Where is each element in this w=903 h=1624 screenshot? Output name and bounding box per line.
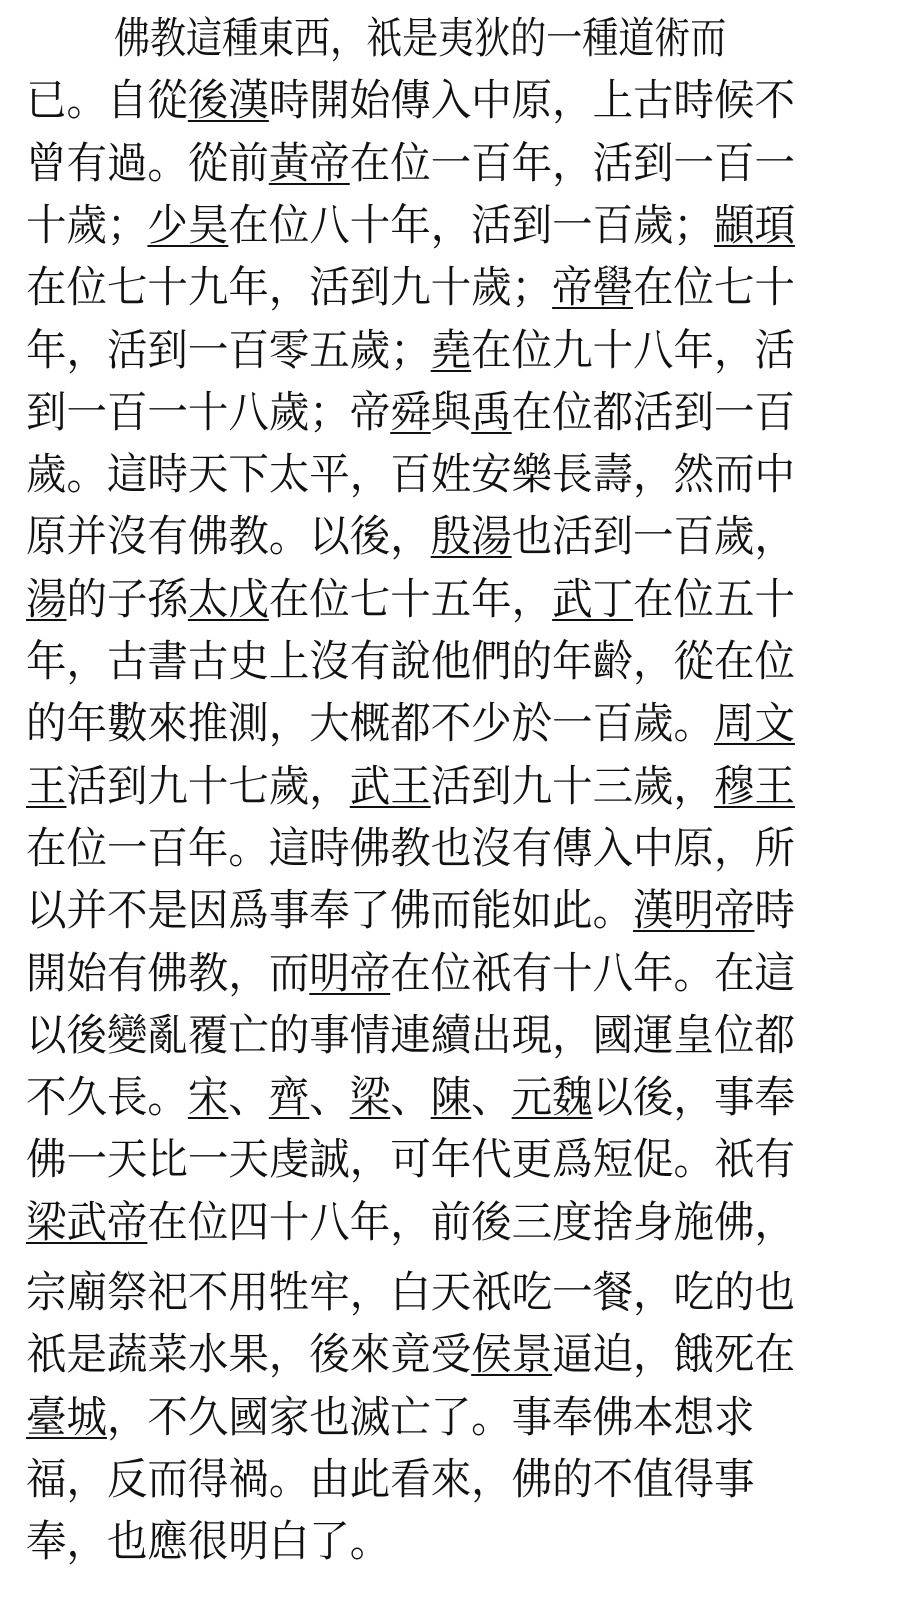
proper-name: 湯 bbox=[26, 574, 67, 625]
proper-name: 太戊 bbox=[187, 574, 269, 625]
text-segment: 與 bbox=[430, 387, 472, 438]
text-segment: 不久長。 bbox=[26, 1073, 188, 1124]
proper-name: 臺城 bbox=[26, 1392, 107, 1443]
text-line bbox=[26, 756, 826, 818]
proper-name: 梁 bbox=[349, 1073, 391, 1124]
text-segment: 已。自從 bbox=[26, 76, 188, 127]
text-line bbox=[26, 1192, 826, 1254]
text-line bbox=[26, 943, 826, 1005]
text-segment: 也活到一百歲， bbox=[511, 512, 795, 563]
text-segment: 在位八十年，活到一百歲； bbox=[228, 200, 714, 251]
text-segment: 年，古書古史上沒有說他們的年齡，從在位 bbox=[26, 637, 795, 687]
proper-name: 殷湯 bbox=[430, 512, 512, 563]
text-segment: 以并不是因爲事奉了佛而能如此。 bbox=[26, 886, 634, 937]
text-segment: 、 bbox=[228, 1073, 269, 1124]
text-segment: 時開始傳入中原，上古時候不 bbox=[268, 76, 795, 127]
text-line bbox=[26, 70, 826, 132]
text-segment: 佛教這種東西，祇是夷狄的一種道術而 bbox=[114, 14, 727, 64]
proper-name: 宋 bbox=[187, 1073, 229, 1124]
text-line bbox=[26, 444, 826, 506]
text-segment: 在位都活到一百 bbox=[511, 387, 795, 438]
text-segment: 宗廟祭祀不用牲牢，白天祇吃一餐，吃的也 bbox=[26, 1268, 795, 1318]
text-segment: 、 bbox=[471, 1073, 512, 1124]
proper-name: 顓頊 bbox=[714, 200, 795, 251]
text-segment: 到一百一十八歲；帝 bbox=[26, 387, 391, 438]
text-line bbox=[26, 195, 826, 257]
text-segment: 歲。這時天下太平，百姓安樂長壽，然而中 bbox=[26, 450, 795, 501]
proper-name: 武丁 bbox=[552, 574, 634, 625]
text-segment: 福，反而得禍。由此看來，佛的不值得事 bbox=[26, 1454, 755, 1505]
text-segment: 的年數來推測，大概都不少於一百歲。 bbox=[26, 699, 714, 750]
text-segment: 奉，也應很明白了。 bbox=[26, 1517, 391, 1568]
text-line bbox=[26, 1262, 826, 1324]
text-line bbox=[26, 1067, 826, 1129]
text-line bbox=[26, 320, 826, 382]
text-segment: ，不久國家也滅亡了。事奉佛本想求 bbox=[106, 1392, 755, 1443]
proper-name: 堯 bbox=[430, 325, 472, 376]
text-segment: 在位五十 bbox=[633, 574, 795, 625]
text-segment: 開始有佛教，而 bbox=[26, 948, 310, 999]
text-segment: 、 bbox=[309, 1073, 350, 1124]
text-line bbox=[26, 1005, 826, 1067]
text-segment: 活到九十七歲， bbox=[66, 761, 350, 812]
text-segment: 祇是蔬菜水果，後來竟受 bbox=[26, 1330, 472, 1381]
text-segment: 在位四十八年，前後三度捨身施佛， bbox=[147, 1197, 795, 1248]
text-segment: 在位七十九年，活到九十歲； bbox=[26, 263, 553, 314]
text-segment: 在位一百年。這時佛教也沒有傳入中原，所 bbox=[26, 823, 795, 874]
proper-name: 黃帝 bbox=[268, 138, 350, 189]
text-segment: 以後變亂覆亡的事情連續出現，國運皇位都 bbox=[26, 1010, 795, 1061]
proper-name: 漢明帝 bbox=[633, 886, 755, 937]
proper-name: 元魏 bbox=[511, 1073, 593, 1124]
text-line bbox=[26, 257, 826, 319]
proper-name: 明帝 bbox=[309, 948, 391, 999]
text-line bbox=[26, 133, 826, 195]
proper-name: 侯景 bbox=[471, 1330, 553, 1381]
text-line bbox=[26, 631, 826, 693]
text-segment: 、 bbox=[390, 1073, 431, 1124]
text-line bbox=[26, 382, 826, 444]
proper-name: 帝嚳 bbox=[552, 263, 634, 314]
text-segment: 活到九十三歲， bbox=[430, 761, 714, 812]
proper-name: 舜 bbox=[390, 387, 431, 438]
text-line bbox=[26, 1387, 826, 1449]
text-line bbox=[26, 693, 826, 755]
text-segment: 十歲； bbox=[26, 200, 148, 251]
proper-name: 禹 bbox=[471, 387, 512, 438]
text-segment: 時 bbox=[754, 886, 795, 937]
proper-name: 穆王 bbox=[714, 761, 795, 812]
proper-name: 武王 bbox=[349, 761, 431, 812]
proper-name: 後漢 bbox=[187, 76, 269, 127]
text-segment: 以後，事奉 bbox=[592, 1073, 795, 1124]
text-segment: 原并沒有佛教。以後， bbox=[26, 512, 431, 563]
proper-name: 齊 bbox=[268, 1073, 310, 1124]
proper-name: 王 bbox=[26, 761, 67, 812]
text-line bbox=[26, 569, 826, 631]
proper-name: 梁武帝 bbox=[26, 1197, 148, 1248]
proper-name: 周文 bbox=[714, 699, 795, 750]
text-segment: 佛一天比一天虔誠，可年代更爲短促。祇有 bbox=[26, 1135, 795, 1186]
text-segment: 在位七十 bbox=[633, 263, 795, 314]
text-line bbox=[26, 1324, 826, 1386]
text-segment: 逼迫，餓死在 bbox=[552, 1330, 795, 1381]
text-line bbox=[26, 506, 826, 568]
text-segment: 年，活到一百零五歲； bbox=[26, 325, 431, 376]
text-line bbox=[26, 1449, 826, 1511]
text-line bbox=[26, 818, 826, 880]
text-segment: 曾有過。從前 bbox=[26, 138, 269, 189]
text-line bbox=[26, 880, 826, 942]
text-line bbox=[26, 1511, 826, 1573]
text-line bbox=[114, 8, 826, 70]
text-segment: 在位祇有十八年。在這 bbox=[390, 948, 795, 999]
text-line bbox=[26, 1129, 826, 1191]
text-segment: 的子孫 bbox=[66, 574, 188, 625]
proper-name: 少昊 bbox=[147, 200, 229, 251]
text-segment: 在位一百年，活到一百一 bbox=[349, 138, 795, 189]
text-segment: 在位七十五年， bbox=[268, 574, 553, 625]
proper-name: 陳 bbox=[430, 1073, 472, 1124]
text-segment: 在位九十八年，活 bbox=[471, 325, 795, 376]
